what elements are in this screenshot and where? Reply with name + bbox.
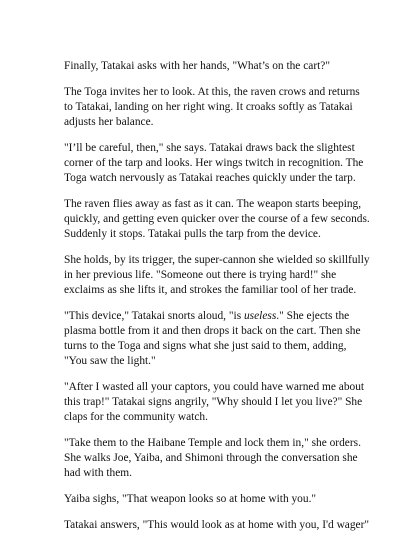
paragraph-9: Yaiba sighs, "That weapon looks so at home with you."	[64, 493, 317, 505]
paragraph-2: The Toga invites her to look. At this, the raven crows and returns to Tatakai, landing on her right wing. It croaks softly as Tatakai adjusts her balance.	[64, 86, 360, 128]
paragraph-6: "This device," Tatakai snorts aloud, "is useless." She ejects the plasma bottle from it and then drops it back on the cart. Then she turns to the Toga and signs what she just said to them, adding, "You saw the light."	[64, 310, 361, 367]
paragraph-7: "After I wasted all your captors, you could have warned me about this trap!" Tatakai signs angrily, "Why should I let you live?" She claps for the community watch.	[64, 381, 365, 423]
emphasis-useless: useless	[243, 310, 277, 322]
paragraph-3: "I’ll be careful, then," she says. Tatakai draws back the slightest corner of the tarp and looks. Her wings twitch in recognition. The Toga watch nervously as Tatakai reaches quickly under the tarp.	[64, 142, 364, 184]
paragraph-8: "Take them to the Haibane Temple and lock them in," she orders. She walks Joe, Yaiba, and Shimoni through the conversation she had with them.	[64, 437, 361, 479]
paragraph-10: Tatakai answers, "This would look as at home with you, I'd wager"	[64, 519, 370, 531]
paragraph-5: She holds, by its trigger, the super-cannon she wielded so skillfully in her previous life. "Someone out there is trying hard!" she exclaims as she lifts it, and strokes the familiar tool of her trade.	[64, 254, 370, 296]
paragraph-1: Finally, Tatakai asks with her hands, "What’s on the cart?"	[64, 60, 330, 72]
paragraph-4: The raven flies away as fast as it can. The weapon starts beeping, quickly, and getting even quicker over the course of a few seconds. Suddenly it stops. Tatakai pulls the tarp from the device.	[64, 198, 370, 240]
